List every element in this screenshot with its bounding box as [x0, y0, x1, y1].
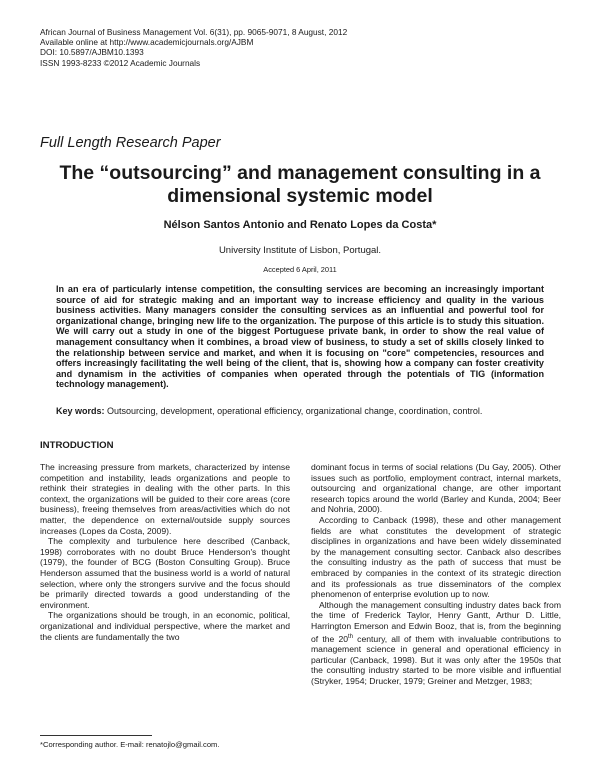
footnote: *Corresponding author. E-mail: renatojlo@gmail.com. [40, 740, 220, 749]
paragraph [311, 600, 561, 687]
section-heading: INTRODUCTION [40, 440, 114, 451]
affiliation: University Institute of Lisbon, Portugal. [218, 245, 382, 256]
superscript: th [348, 633, 354, 640]
paper-type: Full Length Research Paper [40, 135, 221, 151]
journal-citation: African Journal of Business Management Vol. 6(31), pp. 9065-9071, 8 August, 2012 [40, 27, 348, 37]
journal-header [40, 27, 347, 68]
body-column-left [40, 462, 290, 642]
paragraph: The increasing pressure from markets, characterized by intense competition and instability, leads organizations and people to rethink their strategies in dealing with the other parts. In this context, the organizations will be guided to their core areas (core business), freeing themselves from areas/activities which do not matter, the dependence on external/outside supply sources increases (Lopes da Costa, 2009). [40, 462, 290, 536]
accepted-date: Accepted 6 April, 2011 [263, 265, 337, 274]
keywords-text: Outsourcing, development, operational efficiency, organizational change, coordination, control. [104, 406, 483, 416]
paragraph: dominant focus in terms of social relations (Du Gay, 2005). Other issues such as portfolio, employment contract, internal markets, outsourcing and organizational change, are other important research topics around the world (Barley and Kunda, 2004; Beer and Nohria, 2000). [311, 462, 561, 515]
authors: Nélson Santos Antonio and Renato Lopes da Costa* [163, 219, 437, 231]
body-column-right [311, 462, 561, 686]
doi: DOI: 10.5897/AJBM10.1393 [40, 47, 144, 58]
paragraph: The organizations should be trough, in an economic, political, organizational and individual perspective, where the market and the clients are fundamentally the two [40, 610, 290, 642]
paper-title: The “outsourcing” and management consulting in a dimensional systemic model [59, 162, 541, 207]
keywords-label: Key words: [56, 406, 105, 416]
issn: ISSN 1993-8233 ©2012 Academic Journals [40, 57, 201, 68]
paragraph-text-cont: century, all of them with invaluable contributions to management science in general and operational efficiency in particular (Canback, 1998). But it was only after the 1950s that the consulting industry started to be more visible and influential (Stryker, 1954; Drucker, 1979; Greiner and Metzger, 1983; [311, 633, 561, 686]
journal-availability: Available online at http://www.academicjournals.org/AJBM [40, 37, 254, 48]
paragraph: According to Canback (1998), these and other management fields are what constitutes the development of strategic disciplines in organizations and have been widely disseminated by the management consulting sector. Canback also describes the consulting industry as the path of success that must be embraced by companies in the context of its strategic direction and its professionals as true disseminators of the complex phenomenon of enterprise evolution up to now. [311, 514, 561, 600]
abstract: In an era of particularly intense competition, the consulting services are becoming an increasingly important source of aid for strategic making and an important way to increase efficiency and quality in the various business activities. Many managers consider the consulting services as an influential and powerful tool for organizational change, bringing new life to the organization. The purpose of this article is to study this situation. We will carry out a study in one of the biggest Portuguese private bank, in order to show the real value of management consultancy when it combines, a broad view of business, to study a set of skills closely linked to the relationship between service and market, and when it is focusing on "core" competencies, resources and offers increasingly facilitating the well being of the client, that is, showing how a company can foster creativity and dynamism in the activities of companies when operated through the potentials of TIG (information technology management). [56, 284, 544, 390]
keywords [56, 406, 546, 417]
footnote-rule [40, 735, 152, 736]
paragraph-text: Although the management consulting industry dates back from the time of Frederick Taylor, Henry Gantt, Arthur D. Little, Harrington Emerson and Edwin Booz, that is, from the beginning of the 20 [311, 599, 561, 644]
paragraph: The complexity and turbulence here described (Canback, 1998) corroborates with no doubt Bruce Henderson's thought (1979), the founder of BCG (Boston Consulting Group). Bruce Henderson assumed that the business world is a world of natural selection, where only the strongers survive and the focus should be primarily directed towards a good understanding of the environment. [40, 536, 290, 610]
